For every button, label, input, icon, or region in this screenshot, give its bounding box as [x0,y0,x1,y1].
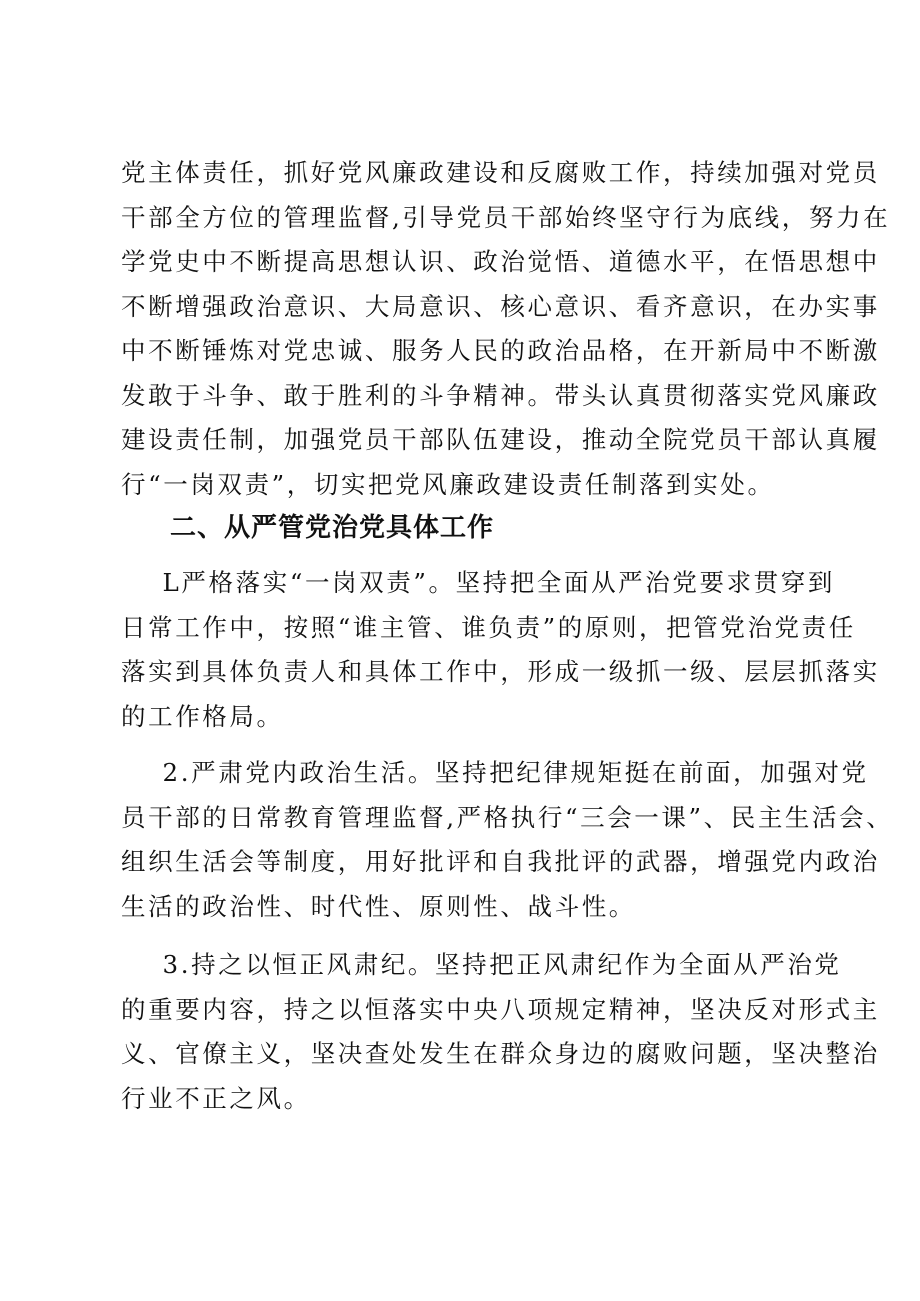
text-line: 3.持之以恒正风肃纪。坚持把正风肃纪作为全面从严治党 [121,950,842,979]
text-line: 不断增强政治意识、大局意识、核心意识、看齐意识，在办实事 [121,291,880,321]
text-line: 的工作格局。 [121,701,284,731]
text-line: 行业不正之风。 [121,1083,311,1113]
text-line: 党主体责任，抓好党风廉政建设和反腐败工作，持续加强对党员 [121,158,880,187]
section-heading: 二、从严管党治党具体工作 [170,513,495,543]
paragraph-item-2 [121,751,894,929]
text-line: 干部全方位的管理监督,引导党员干部始终坚守行为底线，努力在 [121,202,891,232]
paragraph-party-responsibility [121,151,891,507]
text-line: 义、官僚主义，坚决查处发生在群众身边的腐败问题，坚决整治 [121,1039,880,1068]
text-line: 行“一岗双责”，切实把党风廉政建设责任制落到实处。 [121,469,775,499]
paragraph-item-3 [121,943,880,1121]
paragraph-item-1 [121,561,880,739]
text-line: 学党史中不断提高思想认识、政治觉悟、道德水平，在悟思想中 [121,247,880,276]
text-line: 的重要内容，持之以恒落实中央八项规定精神，坚决反对形式主 [121,994,880,1024]
text-line: L严格落实“一岗双责”。坚持把全面从严治党要求贯穿到 [121,568,835,597]
text-line: 生活的政治性、时代性、原则性、战斗性。 [121,891,636,921]
text-line: 组织生活会等制度，用好批评和自我批评的武器，增强党内政治 [121,847,880,876]
text-line: 建设责任制，加强党员干部队伍建设，推动全院党员干部认真履 [121,425,880,454]
text-line: 2.严肃党内政治生活。坚持把纪律规矩挺在前面，加强对党 [121,758,869,787]
text-line: 发敢于斗争、敢于胜利的斗争精神。带头认真贯彻落实党风廉政 [121,380,880,410]
text-line: 日常工作中，按照“谁主管、谁负责”的原则，把管党治党责任 [121,612,856,642]
text-line: 落实到具体负责人和具体工作中，形成一级抓一级、层层抓落实 [121,657,880,686]
text-line: 员干部的日常教育管理监督,严格执行“三会一课”、民主生活会、 [121,802,894,832]
text-line: 中不断锤炼对党忠诚、服务人民的政治品格，在开新局中不断激 [121,336,880,365]
